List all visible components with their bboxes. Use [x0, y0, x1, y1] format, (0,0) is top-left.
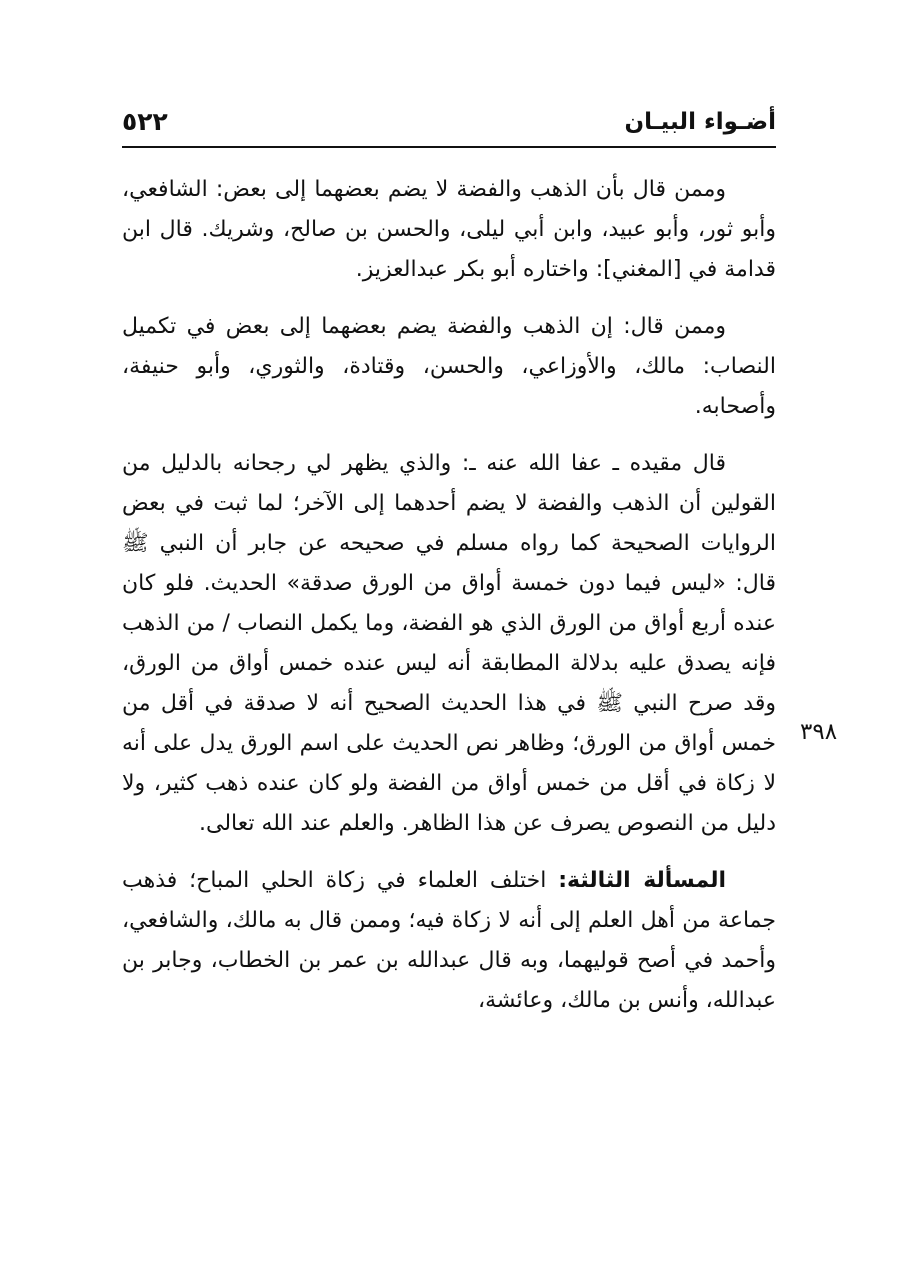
paragraph-3 — [122, 444, 776, 844]
section-heading-lead: المسألة الثالثة: — [558, 868, 726, 893]
paragraph-text: وممن قال بأن الذهب والفضة لا يضم بعضهما إلى بعض: الشافعي، وأبو ثور، وأبو عبيد، وابن أبي ليلى، والحسن بن صالح، وشريك. قال ابن قدامة في [المغني]: واختاره أبو بكر عبدالعزيز. — [122, 177, 776, 282]
paragraph-2 — [122, 307, 776, 427]
paragraph-text: قال مقيده ـ عفا الله عنه ـ: والذي يظهر لي رجحانه بالدليل من القولين أن الذهب والفضة لا يضم أحدهما إلى الآخر؛ لما ثبت في بعض الروايات الصحيحة كما رواه مسلم في صحيحه عن جابر أن النبي ﷺ قال: «ليس فيما دون خمسة أواق من الورق صدقة» الحديث. فلو كان عنده أربع أواق من الورق الذي هو الفضة، وما يكمل النصاب / من الذهب فإنه يصدق عليه بدلالة المطابقة أنه ليس عنده خمس أواق من الورق، وقد صرح النبي ﷺ في هذا الحديث الصحيح أنه لا صدقة في أقل من خمس أواق من الورق؛ وظاهر نص الحديث على اسم الورق يدل على أنه لا زكاة في أقل من خمس أواق من الفضة ولو كان عنده ذهب كثير، ولا دليل من النصوص يصرف عن هذا الظاهر. والعلم عند الله تعالى. — [122, 451, 776, 836]
page-number: ٥٢٢ — [122, 107, 168, 136]
margin-page-reference: ٣٩٨ — [800, 719, 838, 745]
header-divider — [122, 146, 776, 148]
page-header — [122, 100, 776, 146]
paragraph-1 — [122, 170, 776, 290]
page-body — [122, 170, 776, 1021]
running-title: أضـواء البيـان — [624, 109, 776, 135]
paragraph-text: وممن قال: إن الذهب والفضة يضم بعضهما إلى بعض في تكميل النصاب: مالك، والأوزاعي، والحسن، وقتادة، والثوري، وأبو حنيفة، وأصحابه. — [122, 314, 776, 419]
paragraph-4 — [122, 861, 776, 1021]
paragraph-text: اختلف العلماء في زكاة الحلي المباح؛ فذهب جماعة من أهل العلم إلى أنه لا زكاة فيه؛ وممن قال به مالك، والشافعي، وأحمد في أصح قوليهما، وبه قال عبدالله بن عمر بن الخطاب، وجابر بن عبدالله، وأنس بن مالك، وعائشة، — [122, 868, 776, 1013]
